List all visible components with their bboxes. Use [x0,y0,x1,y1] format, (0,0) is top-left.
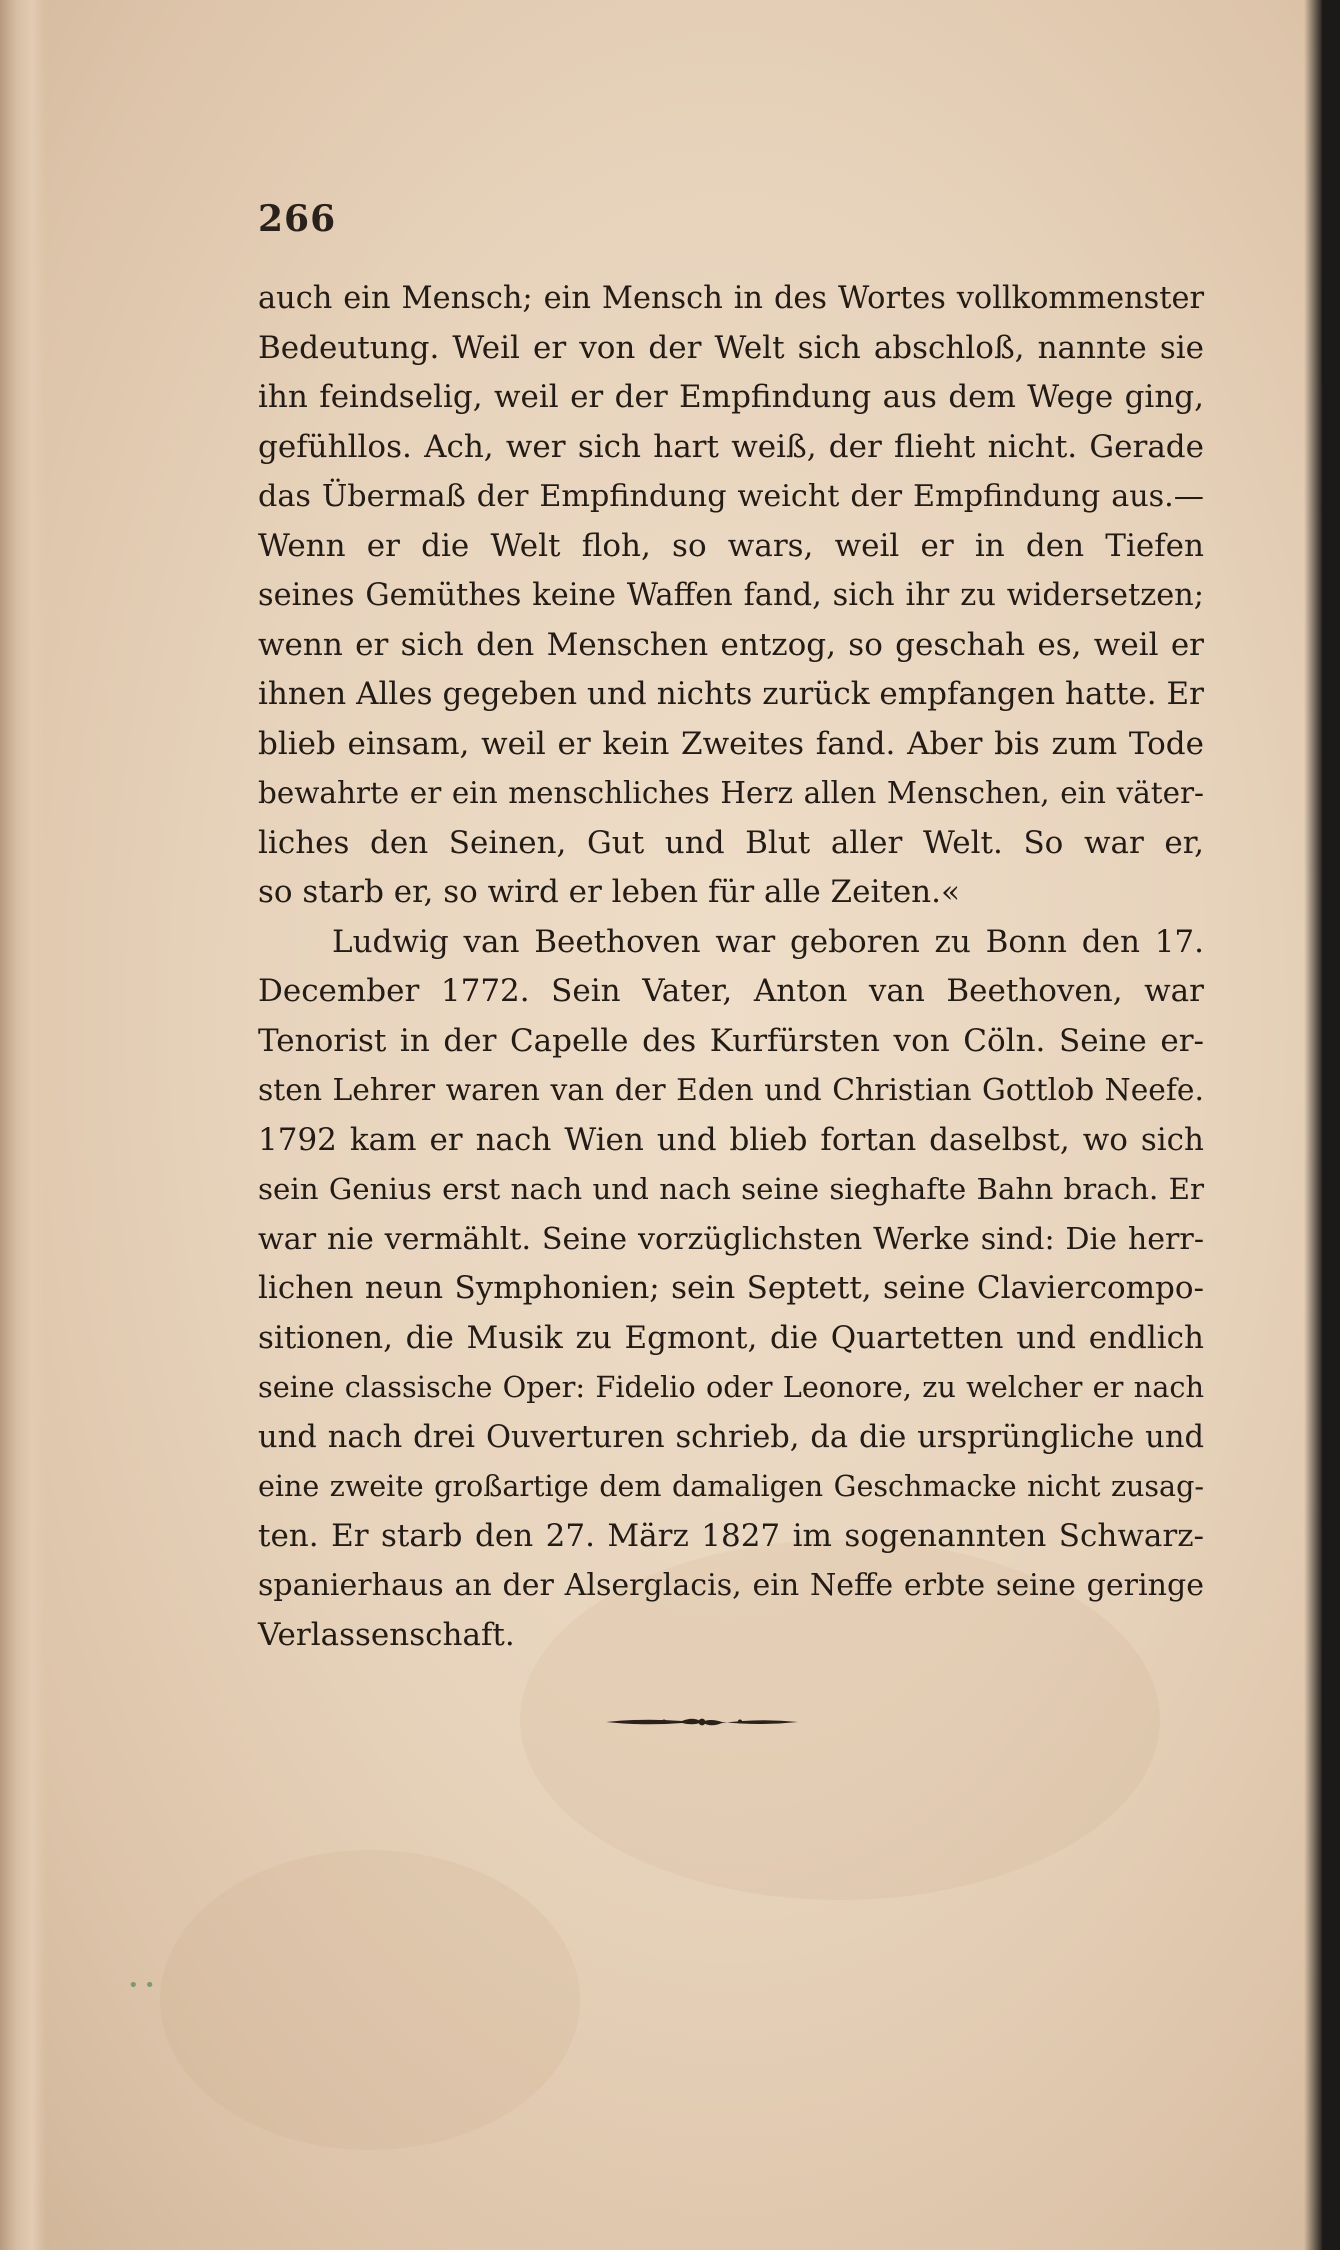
text-line: liches den Seinen, Gut und Blut aller Welt. So war er, [258,824,1204,861]
page-number: 266 [258,198,337,240]
text-line: und nach drei Ouverturen schrieb, da die ursprüngliche und [258,1419,1204,1455]
text-line: lichen neun Symphonien; sein Septett, seine Claviercompo- [258,1270,1204,1306]
page-edge-shadow [1304,0,1322,2250]
speck-marks: • • [128,1975,155,1996]
text-line: sten Lehrer waren van der Eden und Christian Gottlob Neefe. [258,1073,1204,1108]
text-line: Bedeutung. Weil er von der Welt sich abschloß, nannte sie [258,329,1204,366]
text-line: ihn feindselig, weil er der Empfindung aus dem Wege ging, [258,379,1204,415]
text-line: sitionen, die Musik zu Egmont, die Quartetten und endlich [258,1319,1204,1356]
text-line: blieb einsam, weil er kein Zweites fand. Aber bis zum Tode [258,725,1204,762]
ornament-divider [604,1710,800,1734]
text-line: December 1772. Sein Vater, Anton van Beethoven, war [258,973,1204,1009]
text-line: das Übermaß der Empfindung weicht der Empfindung aus.— [258,479,1204,514]
text-line-paragraph-start: Ludwig van Beethoven war geboren zu Bonn den 17. [332,923,1204,960]
text-line: eine zweite großartige dem damaligen Geschmacke nicht zusag- [258,1469,1204,1503]
text-line: seines Gemüthes keine Waffen fand, sich ihr zu widersetzen; [258,578,1204,613]
text-line: sein Genius erst nach und nach seine sieghafte Bahn brach. Er [258,1172,1204,1206]
text-line: gefühllos. Ach, wer sich hart weiß, der flieht nicht. Gerade [258,428,1204,465]
text-line: wenn er sich den Menschen entzog, so geschah es, weil er [258,626,1204,663]
text-line: 1792 kam er nach Wien und blieb fortan daselbst, wo sich [258,1121,1204,1158]
text-line: Tenorist in der Capelle des Kurfürsten von Cöln. Seine er- [258,1022,1204,1059]
text-line: spanierhaus an der Alserglacis, ein Neffe erbte seine geringe [258,1568,1204,1603]
text-line: ten. Er starb den 27. März 1827 im sogenannten Schwarz- [258,1517,1204,1554]
text-line: seine classische Oper: Fidelio oder Leonore, zu welcher er nach [258,1370,1204,1404]
text-line: auch ein Mensch; ein Mensch in des Wortes vollkommenster [258,281,1204,316]
text-line-paragraph-end: Verlassenschaft. [258,1616,515,1653]
page-gutter [0,0,46,2250]
body-text [258,274,1204,1660]
paper-stain [160,1850,580,2150]
text-line-paragraph-end: so starb er, so wird er leben für alle Zeiten.« [258,874,960,910]
text-line: ihnen Alles gegeben und nichts zurück empfangen hatte. Er [258,676,1204,712]
text-line: Wenn er die Welt floh, so wars, weil er in den Tiefen [258,527,1204,564]
text-line: bewahrte er ein menschliches Herz allen Menschen, ein väter- [258,776,1204,810]
text-line: war nie vermählt. Seine vorzüglichsten Werke sind: Die herr- [258,1221,1204,1257]
